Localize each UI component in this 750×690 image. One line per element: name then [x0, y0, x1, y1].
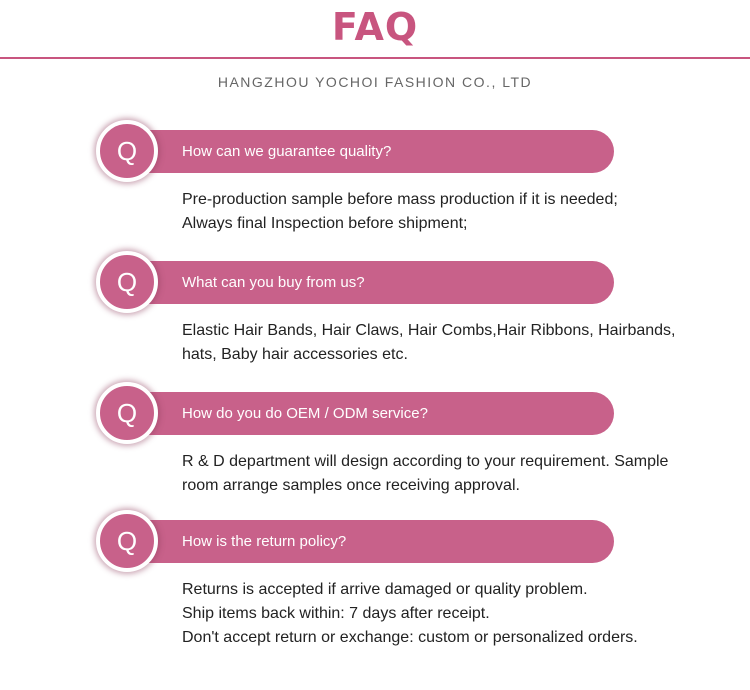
title-divider	[0, 57, 750, 59]
answer-line: Always final Inspection before shipment;	[182, 215, 468, 232]
question-badge: Q	[96, 251, 158, 313]
answer-line: Elastic Hair Bands, Hair Claws, Hair Combs,Hair Ribbons, Hairbands,	[182, 322, 676, 339]
answer-block	[182, 188, 702, 236]
company-name: HANGZHOU YOCHOI FASHION CO., LTD	[217, 74, 533, 90]
answer-line: Returns is accepted if arrive damaged or quality problem.	[182, 581, 588, 598]
answer-line: R & D department will design according to your requirement. Sample	[182, 453, 669, 470]
answer-block	[182, 319, 702, 367]
question-text: How is the return policy?	[182, 533, 347, 550]
answer-line: room arrange samples once receiving approval.	[182, 477, 520, 494]
answer-line: Pre-production sample before mass production if it is needed;	[182, 191, 618, 208]
question-badge: Q	[96, 120, 158, 182]
answer-block	[182, 578, 702, 650]
question-badge: Q	[96, 382, 158, 444]
question-badge: Q	[96, 510, 158, 572]
question-text: How can we guarantee quality?	[182, 143, 392, 160]
page-title: FAQ	[331, 5, 419, 49]
answer-block	[182, 450, 702, 498]
answer-line: Don't accept return or exchange: custom or personalized orders.	[182, 629, 638, 646]
answer-line: Ship items back within: 7 days after receipt.	[182, 605, 490, 622]
question-text: What can you buy from us?	[182, 274, 365, 291]
answer-line: hats, Baby hair accessories etc.	[182, 346, 408, 363]
question-text: How do you do OEM / ODM service?	[182, 405, 428, 422]
